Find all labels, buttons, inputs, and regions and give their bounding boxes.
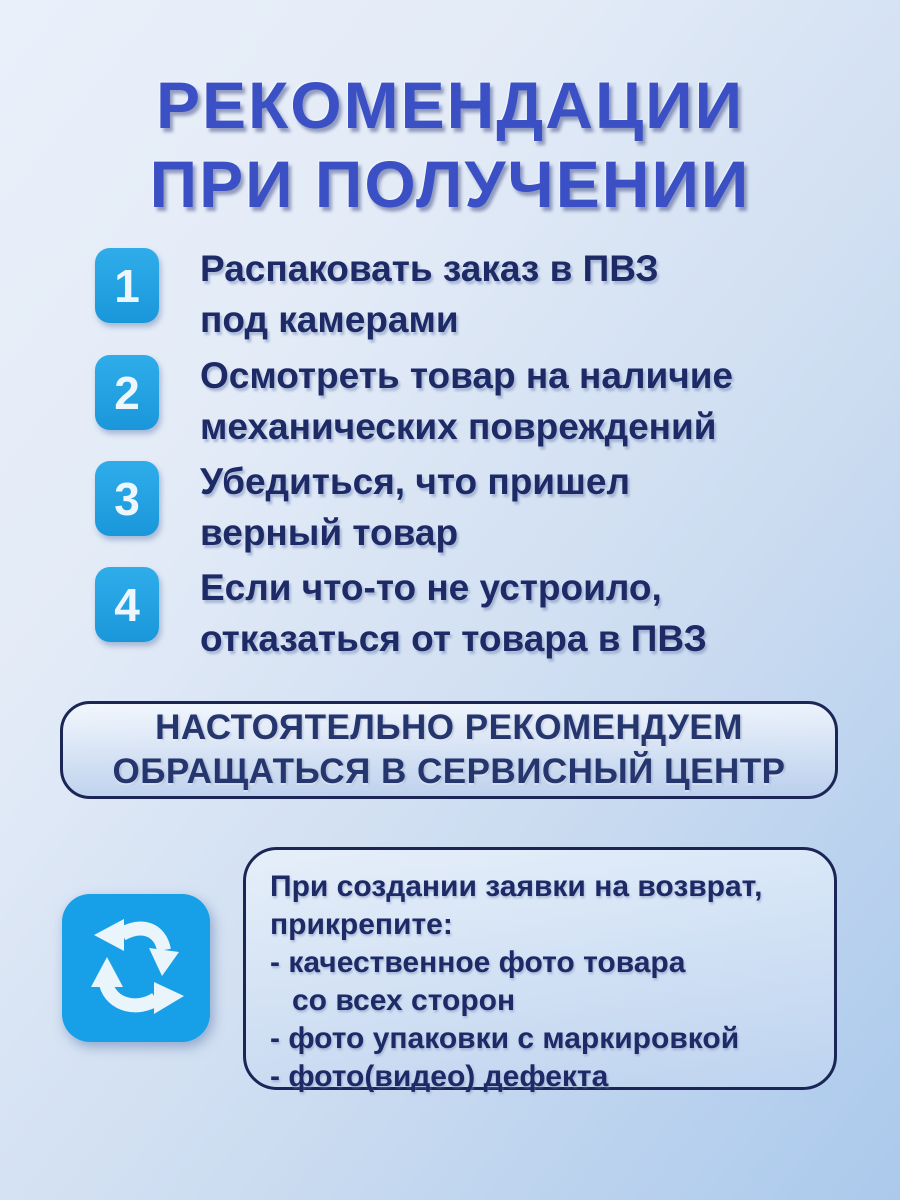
recommendation-line1: НАСТОЯТЕЛЬНО РЕКОМЕНДУЕМ [155,708,743,747]
step-4-number-badge: 4 [95,567,159,642]
step-3-number-badge: 3 [95,461,159,536]
step-4 [95,562,855,664]
return-line3: - качественное фото товара [270,946,686,979]
return-line6: - фото(видео) дефекта [270,1060,609,1093]
step-1 [95,243,855,345]
step-1-text: Распаковать заказ в ПВЗ под камерами [200,248,659,340]
step-4-text: Если что-то не устроило, отказаться от товара в ПВЗ [200,567,707,659]
page-title [0,66,900,224]
return-line2: прикрепите: [270,908,453,941]
step-2 [95,350,855,452]
return-line4: со всех сторон [292,984,516,1017]
service-center-recommendation-box [60,701,838,799]
step-3 [95,456,855,558]
return-line5: - фото упаковки с маркировкой [270,1022,740,1055]
page-title-line1: РЕКОМЕНДАЦИИ [155,68,745,142]
page-title-line2: ПРИ ПОЛУЧЕНИИ [149,147,751,221]
step-3-text: Убедиться, что пришел верный товар [200,461,630,553]
return-request-box [243,847,837,1093]
recommendation-line2: ОБРАЩАТЬСЯ В СЕРВИСНЫЙ ЦЕНТР [112,752,786,791]
step-2-number-badge: 2 [95,355,159,430]
step-2-text: Осмотреть товар на наличие механических повреждений [200,355,734,447]
exchange-arrows-icon [62,894,210,1042]
step-1-number-badge: 1 [95,248,159,323]
return-line1: При создании заявки на возврат, [270,870,763,903]
